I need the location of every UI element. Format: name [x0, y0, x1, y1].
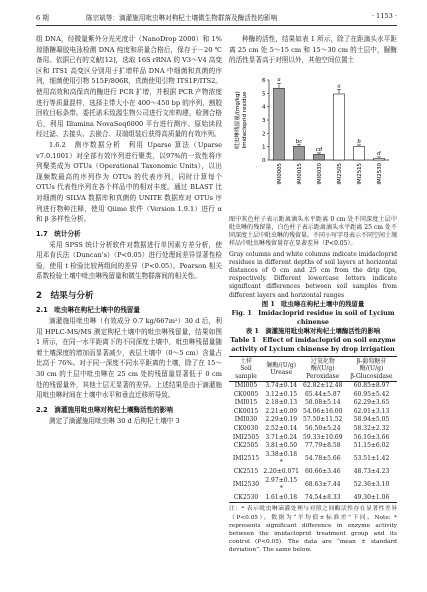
table-cell: CK2505	[233, 442, 259, 450]
x-tick-label: IMI0030	[317, 162, 323, 185]
figure-title-cn: 图 1 吡虫啉在枸杞土壤中的残留量	[261, 299, 365, 308]
x-tick-label: IMI0015	[297, 162, 303, 185]
table-title-en: Table 1 Effect of imidacloprid on soil enzyme activity of Lycium chinense by drop irrigation	[230, 335, 396, 353]
table-title-cn: 表 1 滴灌施用吡虫啉对枸杞土壤酶活性的影响	[245, 326, 381, 335]
table-cell: 56.10±3.66	[353, 433, 390, 441]
table-cell: 60.66±3.46	[304, 467, 341, 475]
table-row	[229, 451, 397, 468]
table-cell: 60.95±5.42	[353, 390, 390, 398]
table-cell: IMI015	[234, 399, 258, 407]
paragraph: 测定了滴灌施用吡虫啉 30 d 后枸杞土壤中 3	[49, 416, 180, 425]
table-cell: 3.81±0.50	[265, 442, 298, 450]
bar	[294, 146, 305, 160]
subsection-heading: 2.2 滴灌施用吡虫啉对枸杞土壤酶活性的影响	[36, 405, 173, 414]
y-tick-label: 4	[261, 104, 266, 111]
table-row	[229, 434, 397, 443]
table-cell: 58.32±2.32	[353, 425, 390, 432]
header-rule	[36, 25, 397, 26]
significance-letter: cd	[315, 146, 323, 153]
table-cell: 58.94±5.05	[353, 416, 390, 424]
column-header: 过氧化物酶/(U/g) Peroxidase	[306, 357, 340, 380]
table-cell: 62.82±12.48	[303, 382, 343, 390]
table-row	[229, 425, 397, 434]
table-cell: CK0015	[233, 407, 259, 415]
table-cell: 2.52±0.14	[265, 425, 298, 432]
figure-caption-en: Gray columns and white columns indicate imidacloprid residues in different depths of soil layers at horizontal distances of 0 cm and 25 cm from the drip tips, respectively. Different lowercase letters indicate significant differences between soil samples from different layers and horizontal ranges	[229, 250, 397, 299]
table-cell: 68.63±7.44	[304, 480, 341, 488]
bar	[274, 88, 285, 160]
table-cell: 1.61±0.18	[265, 493, 298, 501]
paragraph: 1.6.2 测序数据分析 利用 Uparse 算法（Uparse v7.0.1001）对全部有效序列进行聚类，以97%的一致性将序列聚类成为 OTUs（Operational Taxonomic Units），以出现频数最高的序列作为 OTUs 的代表序列，同时计算每个 OTUs 代表性序列在各个样品中的相对丰度。通过 BLAST 比对细菌的 SILVA 数据库和真菌的 UNITE 数据库对 OTUs 序列进行物种注释，使用 Qiime 软件（Version 1.9.1）进行 α 和 β 多样性分析。	[36, 140, 222, 224]
figure-title-en: Fig. 1 Imidacloprid residue in soil of Lycium chinense	[231, 308, 395, 326]
y-tick-label: 1	[261, 144, 266, 151]
subsection-heading: 1.7 统计分析	[36, 229, 81, 238]
paragraph: 采用 SPSS 统计分析软件对数据进行单因素方差分析，使用邓肯氏法（Duncan's）（P<0.05）进行处理间差异显著性检验，使用 t 检验比较两组间的差异（P<0.05）。Pearson 相关系数检验土壤中吡虫啉残留量和微生物群落间的相关性。	[36, 240, 222, 281]
table-row	[229, 494, 397, 503]
table-cell: IMI2505	[232, 433, 260, 441]
table-cell: 52.36±3.10	[353, 480, 390, 488]
table-cell: 2.97±0.15 *	[265, 476, 298, 493]
significance-letter: a	[337, 83, 341, 90]
paragraph: 组 DNA，经微量紫外分光光度计（NanoDrop 2000）和 1%琼脂糖凝胶电泳检测 DNA 纯度和质量合格后，保存于－20 ℃ 备用。依据已有的文献[12]，选取 16S rRNA 的 V3～V4 高变区和 ITS1 高变区分别用于扩增样品 DNA 中细菌和真菌的序列，细菌使用引物 515F/806R，真菌使用引物 ITS1F/ITS2。使用高效和高保真的酶进行 PCR 扩增，并根据 PCR 产物浓度进行等质量混样，选择主带大小在 400～450 bp 的序列，割胶回收目标条带。委托诺禾致源生物公司进行文库构建，检测合格后，利用 Illumina NovaSeq6000 平台进行测序。原始读段经过滤、去接头、去嵌合、双端组装后获得高质量的有效序列。	[36, 35, 222, 139]
paragraph: 滴灌施用吡虫啉（有效成分 0.7 kg/667m²）30 d 后，利用 HPLC-MS/MS 测定枸杞土壤中的吡虫啉残留量，结果如图 1 所示，在同一水平距离下的不同深度土壤中，吡虫啉残留量随着土壤深度的增加而显著减少，表层土壤中（0～5 cm）含量占比高于 76%。对于同一深度不同水平距离的土壤，除了在 15～30 cm 的土层中吡虫啉在 25 cm 处的残留量显著低于 0 cm 处的残留量外，其他土层无显著的差异。上述结果是由于滴灌施用吡虫啉时间在土壤中水平和垂直迁移所导致。	[36, 317, 222, 400]
issue-number: 6 期	[36, 14, 49, 22]
table-row	[229, 391, 397, 400]
x-tick-label: IMI2530	[377, 162, 383, 185]
enzyme-activity-table	[229, 356, 397, 504]
column-header: 脲酶/(U/g) Urease	[266, 361, 297, 376]
bar	[334, 94, 345, 160]
table-cell: 62.91±3.13	[353, 407, 390, 415]
table-cell: CK2530	[233, 493, 259, 501]
table-row	[229, 468, 397, 477]
table-cell: 2.20±0.071	[263, 467, 299, 475]
significance-letter: bc	[295, 138, 303, 145]
table-row	[229, 382, 397, 391]
table-cell: IMI005	[234, 382, 258, 390]
table-cell: CK0030	[233, 425, 259, 432]
column-header: β-葡萄糖苷酶/(U/g) β-Glucosidase	[350, 357, 393, 380]
significance-letter: a	[277, 77, 281, 84]
table-cell: 2.18±0.13	[265, 399, 298, 407]
section-heading: 2 结果与分析	[36, 291, 94, 302]
table-cell: 49.30±1.06	[353, 493, 390, 501]
y-tick-label: 6	[261, 77, 266, 84]
subsection-heading: 2.1 吡虫啉在枸杞土壤中的残留量	[36, 306, 140, 315]
y-tick-label: 3	[261, 117, 266, 124]
table-cell: 48.73±4.23	[353, 467, 390, 475]
table-cell: 3.12±0.15	[265, 390, 298, 398]
y-axis-label: 吡虫啉残留量/(mg/kg)	[235, 91, 241, 149]
table-cell: 56.50±5.24	[304, 425, 341, 432]
significance-letter: b	[357, 138, 361, 145]
table-cell: 2.21±0.09	[265, 407, 298, 415]
running-title: 陈宗斌等：滴灌施用吡虫啉对枸杞土壤微生物群落及酶活性的影响	[86, 14, 278, 22]
table-cell: 60.85±8.97	[353, 382, 390, 390]
y-axis-label: Imidacloprid residue	[242, 91, 248, 149]
table-cell: 65.44±5.87	[304, 390, 341, 398]
y-tick-label: 2	[261, 131, 266, 138]
table-row	[229, 477, 397, 494]
right-column	[229, 34, 397, 555]
table-cell: CK2515	[233, 467, 259, 475]
table-cell: 77.79±8.58	[304, 442, 341, 450]
table-cell: 54.06±16.00	[303, 407, 343, 415]
x-tick-label: IMI2505	[337, 162, 343, 185]
table-cell: 74.54±8.33	[304, 493, 341, 501]
significance-letter: d	[377, 150, 381, 157]
table-header-row	[229, 356, 397, 381]
table-cell: 58.08±5.14	[304, 399, 341, 407]
table-cell: 62.29±3.65	[353, 399, 390, 407]
y-tick-label: 0	[261, 157, 266, 164]
paragraph: 种酶的活性，结果如表 1 所示，除了在距滴头水平距离 25 cm 处 5～15 cm 和 15～30 cm 的土层中，脲酶的活性显著高于对照以外，其他空间位置土	[229, 35, 397, 65]
table-cell: IMI2530	[232, 480, 260, 488]
table-cell: 2.29±0.19	[265, 416, 298, 424]
column-header: 土样 Soil sample	[235, 357, 257, 380]
table-row	[229, 416, 397, 425]
bar	[314, 154, 325, 160]
running-header	[36, 12, 397, 24]
table-cell: 51.15±6.02	[353, 442, 390, 450]
table-row	[229, 399, 397, 408]
y-tick-label: 5	[261, 91, 266, 98]
table-cell: 3.74±0.14	[265, 382, 298, 390]
table-row	[229, 442, 397, 451]
table-cell: IMI2515	[232, 455, 260, 463]
x-tick-label: IMI0005	[277, 162, 283, 185]
page-number: · 1153 ·	[371, 12, 397, 20]
table-row	[229, 408, 397, 417]
table-cell: 53.51±1.42	[353, 455, 390, 463]
table-cell: 57.50±11.52	[303, 416, 343, 424]
table-note: 注：* 表示吡虫啉滴灌处理与对照之间酶活性存在显著性差异（P<0.05）。数据为“平均值±标准差”下同。Note: * represents significant difference in enzyme activity between the imidacloprid treatment group and its control (P<0.05). The data are “mean ± standard deviation”. The same below.	[229, 506, 397, 554]
table-cell: 3.71±0.24	[265, 433, 298, 441]
x-tick-label: IMI2515	[357, 162, 363, 185]
bar-chart	[229, 70, 397, 214]
table-cell: CK0005	[233, 390, 259, 398]
figure-caption-cn: 图中灰色柱子表示距离滴头水平距离 0 cm 处不同深度土层中吡虫啉的残留量，白色柱子表示距离滴头水平距离 25 cm 处不同深度土层中吡虫啉的残留量。不同小写字母表示不同空间土壤样品中吡虫啉残留量存在显著差异（P<0.05）。	[229, 215, 398, 248]
table-cell: IMI030	[234, 416, 258, 424]
table-cell: 3.38±0.18 *	[265, 450, 298, 467]
bar	[354, 146, 365, 160]
figure-1-chart	[229, 70, 397, 214]
bar	[374, 158, 385, 160]
table-cell: 59.33±10.69	[303, 433, 343, 441]
table-cell: 54.78±5.66	[304, 455, 341, 463]
left-column	[36, 34, 222, 426]
